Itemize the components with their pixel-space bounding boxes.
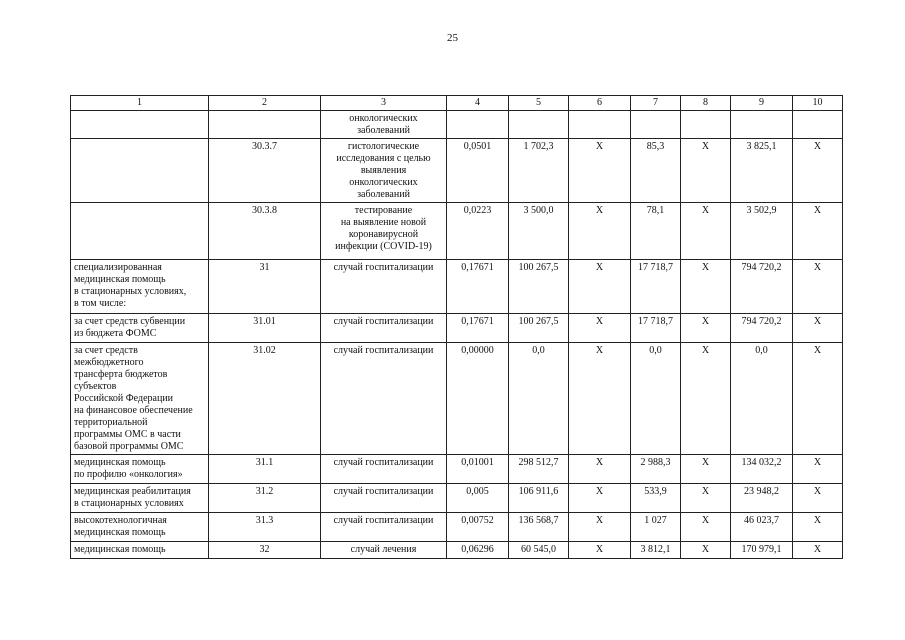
col-6-cell: X: [569, 484, 631, 513]
col-8-cell: X: [681, 203, 731, 260]
standard-volume-cell: 0,00752: [447, 513, 509, 542]
unit-cell: онкологических заболеваний: [321, 111, 447, 139]
row-label-cell: [71, 139, 209, 203]
standard-volume-cell: 0,17671: [447, 314, 509, 343]
row-code-cell: [209, 111, 321, 139]
unit-cell: случай госпитализации: [321, 260, 447, 314]
per-capita-cell: 1 027: [631, 513, 681, 542]
total-cost-cell: [731, 111, 793, 139]
row-code-cell: 31.3: [209, 513, 321, 542]
col-6-cell: X: [569, 314, 631, 343]
page-number: 25: [447, 32, 458, 44]
row-label-cell: [71, 111, 209, 139]
row-label-cell: медицинская реабилитация в стационарных условиях: [71, 484, 209, 513]
unit-cell: случай госпитализации: [321, 484, 447, 513]
total-cost-cell: 46 023,7: [731, 513, 793, 542]
standard-cost-cell: 3 500,0: [509, 203, 569, 260]
col-10-cell: X: [793, 139, 843, 203]
column-header: 6: [569, 96, 631, 111]
unit-cell: случай госпитализации: [321, 343, 447, 455]
column-header: 4: [447, 96, 509, 111]
per-capita-cell: 17 718,7: [631, 314, 681, 343]
standard-cost-cell: 1 702,3: [509, 139, 569, 203]
standard-volume-cell: 0,06296: [447, 542, 509, 559]
per-capita-cell: 2 988,3: [631, 455, 681, 484]
table-row: [71, 542, 843, 559]
row-label-cell: высокотехнологичная медицинская помощь: [71, 513, 209, 542]
per-capita-cell: 0,0: [631, 343, 681, 455]
unit-cell: случай госпитализации: [321, 513, 447, 542]
column-header: 10: [793, 96, 843, 111]
col-8-cell: X: [681, 260, 731, 314]
total-cost-cell: 3 825,1: [731, 139, 793, 203]
standard-volume-cell: 0,00000: [447, 343, 509, 455]
col-6-cell: X: [569, 203, 631, 260]
per-capita-cell: 85,3: [631, 139, 681, 203]
standard-volume-cell: 0,01001: [447, 455, 509, 484]
standard-cost-cell: 136 568,7: [509, 513, 569, 542]
standard-volume-cell: 0,005: [447, 484, 509, 513]
row-code-cell: 31.01: [209, 314, 321, 343]
per-capita-cell: [631, 111, 681, 139]
unit-cell: случай госпитализации: [321, 314, 447, 343]
col-10-cell: X: [793, 513, 843, 542]
row-label-cell: медицинская помощь по профилю «онкология»: [71, 455, 209, 484]
col-8-cell: [681, 111, 731, 139]
col-10-cell: X: [793, 260, 843, 314]
standard-volume-cell: 0,0223: [447, 203, 509, 260]
col-10-cell: [793, 111, 843, 139]
col-10-cell: X: [793, 455, 843, 484]
unit-cell: тестирование на выявление новой коронавирусной инфекции (COVID-19): [321, 203, 447, 260]
row-code-cell: 31.2: [209, 484, 321, 513]
column-header: 2: [209, 96, 321, 111]
unit-cell: случай госпитализации: [321, 455, 447, 484]
row-label-cell: [71, 203, 209, 260]
per-capita-cell: 3 812,1: [631, 542, 681, 559]
column-header: 5: [509, 96, 569, 111]
col-8-cell: X: [681, 513, 731, 542]
per-capita-cell: 17 718,7: [631, 260, 681, 314]
standard-cost-cell: 298 512,7: [509, 455, 569, 484]
row-code-cell: 32: [209, 542, 321, 559]
col-6-cell: X: [569, 513, 631, 542]
col-6-cell: X: [569, 260, 631, 314]
row-code-cell: 31.02: [209, 343, 321, 455]
header-row: [71, 96, 843, 111]
table-row: [71, 139, 843, 203]
table-row: [71, 343, 843, 455]
col-8-cell: X: [681, 542, 731, 559]
unit-cell: гистологические исследования с целью выявления онкологических заболеваний: [321, 139, 447, 203]
standard-cost-cell: [509, 111, 569, 139]
total-cost-cell: 794 720,2: [731, 260, 793, 314]
table-row: [71, 111, 843, 139]
column-header: 9: [731, 96, 793, 111]
standard-cost-cell: 60 545,0: [509, 542, 569, 559]
table-row: [71, 260, 843, 314]
table-body: [71, 96, 843, 559]
total-cost-cell: 0,0: [731, 343, 793, 455]
standard-volume-cell: [447, 111, 509, 139]
col-6-cell: [569, 111, 631, 139]
standard-cost-cell: 0,0: [509, 343, 569, 455]
row-label-cell: за счет средств субвенции из бюджета ФОМС: [71, 314, 209, 343]
col-8-cell: X: [681, 455, 731, 484]
total-cost-cell: 170 979,1: [731, 542, 793, 559]
table-row: [71, 455, 843, 484]
standard-cost-cell: 106 911,6: [509, 484, 569, 513]
table-row: [71, 484, 843, 513]
col-8-cell: X: [681, 314, 731, 343]
table-container: [70, 95, 842, 559]
row-label-cell: медицинская помощь: [71, 542, 209, 559]
col-10-cell: X: [793, 203, 843, 260]
financial-table: [70, 95, 843, 559]
column-header: 7: [631, 96, 681, 111]
standard-cost-cell: 100 267,5: [509, 314, 569, 343]
col-6-cell: X: [569, 139, 631, 203]
col-8-cell: X: [681, 484, 731, 513]
col-10-cell: X: [793, 314, 843, 343]
standard-volume-cell: 0,17671: [447, 260, 509, 314]
total-cost-cell: 794 720,2: [731, 314, 793, 343]
row-code-cell: 30.3.8: [209, 203, 321, 260]
table-row: [71, 314, 843, 343]
table-row: [71, 513, 843, 542]
col-10-cell: X: [793, 542, 843, 559]
col-10-cell: X: [793, 343, 843, 455]
standard-volume-cell: 0,0501: [447, 139, 509, 203]
table-row: [71, 203, 843, 260]
col-8-cell: X: [681, 139, 731, 203]
col-6-cell: X: [569, 455, 631, 484]
total-cost-cell: 134 032,2: [731, 455, 793, 484]
total-cost-cell: 3 502,9: [731, 203, 793, 260]
col-6-cell: X: [569, 343, 631, 455]
column-header: 1: [71, 96, 209, 111]
row-label-cell: специализированная медицинская помощь в стационарных условиях, в том числе:: [71, 260, 209, 314]
col-8-cell: X: [681, 343, 731, 455]
col-10-cell: X: [793, 484, 843, 513]
column-header: 3: [321, 96, 447, 111]
col-6-cell: X: [569, 542, 631, 559]
standard-cost-cell: 100 267,5: [509, 260, 569, 314]
total-cost-cell: 23 948,2: [731, 484, 793, 513]
row-code-cell: 30.3.7: [209, 139, 321, 203]
unit-cell: случай лечения: [321, 542, 447, 559]
per-capita-cell: 78,1: [631, 203, 681, 260]
column-header: 8: [681, 96, 731, 111]
per-capita-cell: 533,9: [631, 484, 681, 513]
row-label-cell: за счет средств межбюджетного трансферта бюджетов субъектов Российской Федерации на финансовое обеспечение территориальной программы ОМС в части базовой программы ОМС: [71, 343, 209, 455]
row-code-cell: 31: [209, 260, 321, 314]
row-code-cell: 31.1: [209, 455, 321, 484]
